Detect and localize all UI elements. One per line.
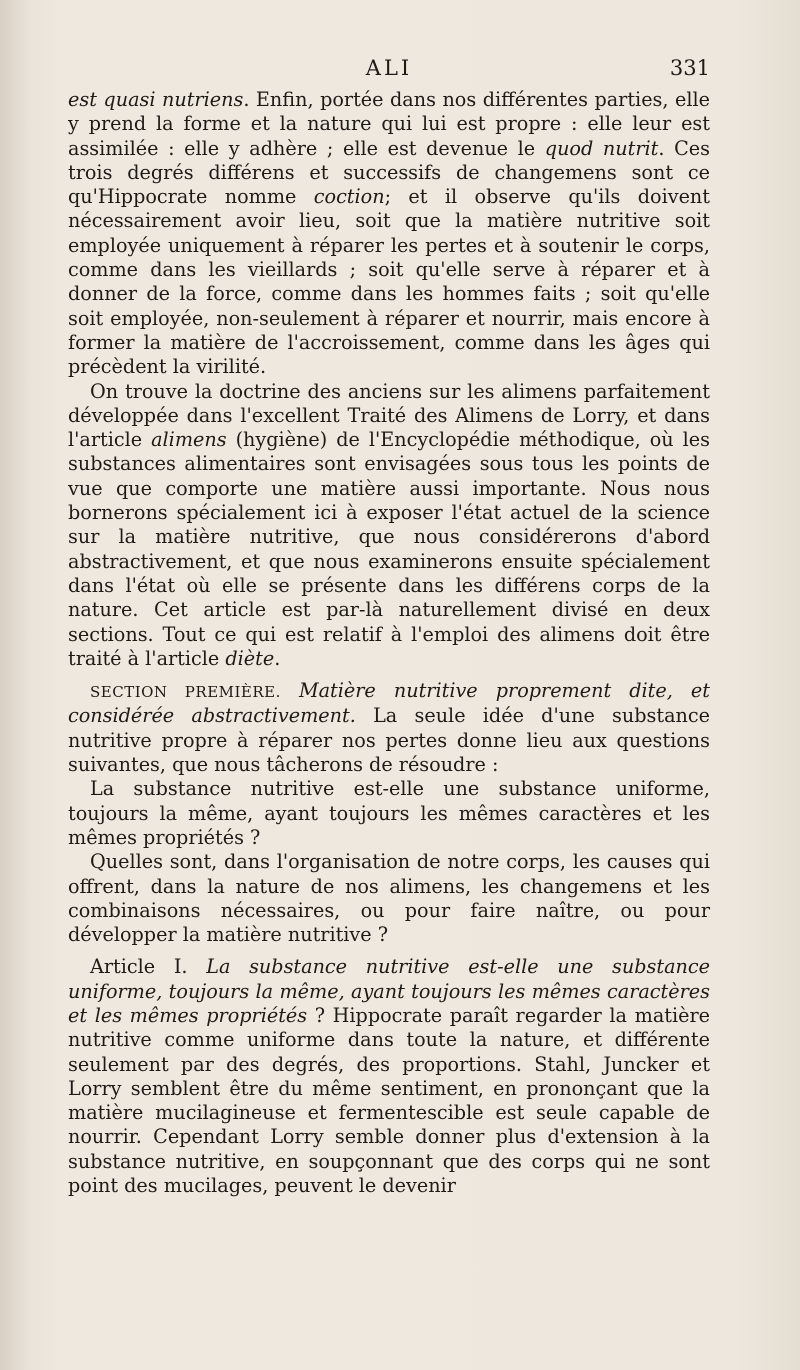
page-header bbox=[68, 56, 710, 86]
italic-phrase: quod nutrit bbox=[544, 136, 659, 160]
article-label: Article I. bbox=[90, 955, 207, 979]
italic-term: coction bbox=[313, 185, 385, 209]
section-heading-paragraph bbox=[68, 679, 710, 777]
article-1-paragraph bbox=[68, 955, 710, 1198]
text-run: . Ces trois degrés différens et successifs de changemens sont ce qu'Hippocrate nomme bbox=[68, 136, 710, 209]
text-run: Quelles sont, dans l'organisation de notre corps, les causes qui offrent, dans la nature de nos alimens, les changemens et les combinaisons nécessaires, ou pour faire naître, ou pour développer la matière nutritive ? bbox=[68, 850, 710, 947]
body-text bbox=[68, 88, 710, 1198]
question-2 bbox=[68, 850, 710, 947]
article-title: La substance nutritive est-elle une substance uniforme, toujours la même, ayant toujours les mêmes caractères et les mêmes propriétés bbox=[68, 955, 710, 1027]
page-number: 331 bbox=[669, 56, 710, 80]
italic-term: alimens bbox=[151, 428, 227, 452]
text-run: ? Hippocrate paraît regarder la matière nutritive comme uniforme dans toute la nature, et différente seulement par des degrés, des proportions. Stahl, Juncker et Lorry semblent être du même sentiment, en prononçant que la matière mucilagineuse et fermentescible est seule capable de nourrir. Cependant Lorry semble donner plus d'extension à la substance nutritive, en soupçonnant que des corps qui ne sont point des mucilages, peuvent le devenir bbox=[68, 1003, 710, 1198]
paragraph-1 bbox=[68, 88, 710, 380]
text-run: . Enfin, portée dans nos différentes parties, elle y prend la forme et la nature qui lui est propre : elle leur est assimilée : elle y adhère ; elle est devenue le bbox=[68, 88, 710, 160]
text-run: . bbox=[274, 646, 281, 670]
section-label: SECTION PREMIÈRE. bbox=[90, 683, 281, 702]
text-run: (hygiène) de l'Encyclopédie méthodique, où les substances alimentaires sont envisagées sous tous les points de vue que comporte une matière aussi importante. Nous nous bornerons spécialement ici à exposer l'état actuel de la science sur la matière nutritive, que nous considérerons d'abord abstractivement, et que nous examinerons ensuite spécialement dans l'état où elle se présente dans les différens corps de la nature. Cet article est par-là naturellement divisé en deux sections. Tout ce qui est relatif à l'emploi des alimens doit être traité à l'article bbox=[68, 428, 710, 670]
italic-phrase: est quasi nutriens bbox=[68, 88, 244, 111]
section-title: Matière nutritive proprement dite, et considérée abstractivement. bbox=[68, 679, 710, 728]
text-run: On trouve la doctrine des anciens sur les alimens parfaitement développée dans l'excellent Traité des Alimens de Lorry, et dans l'article bbox=[68, 379, 710, 452]
text-run: La seule idée d'une substance nutritive propre à réparer nos pertes donne lieu aux questions suivantes, que nous tâcherons de résoudre : bbox=[68, 704, 710, 777]
text-run: La substance nutritive est-elle une substance uniforme, toujours la même, ayant toujours les mêmes caractères et les mêmes propriétés ? bbox=[68, 777, 710, 849]
question-1 bbox=[68, 777, 710, 850]
running-head: ALI bbox=[365, 56, 413, 80]
paragraph-2 bbox=[68, 380, 710, 672]
italic-term: diète bbox=[225, 646, 275, 670]
text-run: ; et il observe qu'ils doivent nécessairement avoir lieu, soit que la matière nutritive soit employée uniquement à réparer les pertes et à soutenir le corps, comme dans les vieillards ; soit qu'elle serve à réparer et à donner de la force, comme dans les hommes faits ; soit qu'elle soit employée, non-seulement à réparer et nourrir, mais encore à former la matière de l'accroissement, comme dans les âges qui précèdent la virilité. bbox=[68, 185, 710, 379]
